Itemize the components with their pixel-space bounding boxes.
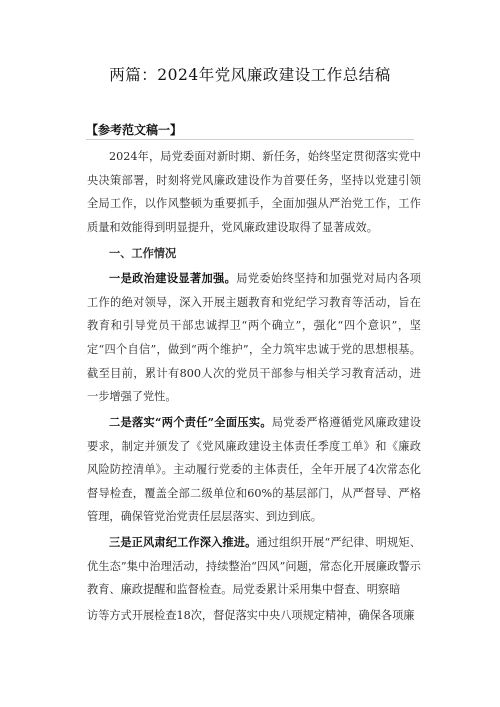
paragraph-political-building [87, 267, 421, 409]
paragraph-text: 局党委始终坚持和加强党对局内各项工作的绝对领导，深入开展主题教育和党纪学习教育等活动，旨在教育和引导党员干部忠诚捍卫“两个确立”，强化“四个意识”，坚定“四个自信”，做到“两个维护”，全力筑牢忠诚于党的思想根基。截至目前，累计有800人次的党员干部参与相关学习教育活动，进一步增强了党性。 [87, 272, 421, 404]
section-label: 【参考范文稿一】 [86, 123, 183, 137]
paragraph-lead: 三是正风肃纪工作深入推进。 [109, 535, 257, 550]
section-divider [86, 139, 414, 140]
paragraph-text: 局党委严格遵循党风廉政建设要求，制定并颁发了《党风廉政建设主体责任季度工单》和《廉政风险防控清单》。主动履行党委的主体责任，全年开展了4次常态化督导检查，覆盖全部二级单位和60%的基层部门，从严督导、严格管理，确保管党治党责任层层落实、到边到底。 [87, 415, 421, 524]
document-title: 两篇：2024年党风廉政建设工作总结稿 [109, 66, 391, 84]
document-body [87, 145, 421, 630]
paragraph-lead: 二是落实“两个责任”全面压实。 [109, 414, 272, 429]
paragraph-discipline [87, 531, 421, 602]
heading-work-status: 一、工作情况 [109, 245, 177, 260]
intro-paragraph: 2024年，局党委面对新时期、新任务，始终坚定贯彻落实党中央决策部署，时刻将党风廉政建设作为首要任务，坚持以党建引领全局工作，以作风整顿为重要抓手，全面加强从严治党工作，工作质量和效能得到明显提升，党风廉政建设取得了显著成效。 [87, 150, 421, 234]
paragraph-continuation: 访等方式开展检查18次，督促落实中央八项规定精神，确保各项廉 [87, 608, 415, 622]
paragraph-lead: 一是政治建设显著加强。 [109, 271, 237, 286]
paragraph-text: 通过组织开展“严纪律、明规矩、优生态”集中治理活动，持续整治“四风”问题，常态化开展廉政警示教育、廉政提醒和监督检查。局党委累计采用集中督查、明察暗 [87, 536, 421, 597]
paragraph-two-responsibilities [87, 411, 421, 529]
